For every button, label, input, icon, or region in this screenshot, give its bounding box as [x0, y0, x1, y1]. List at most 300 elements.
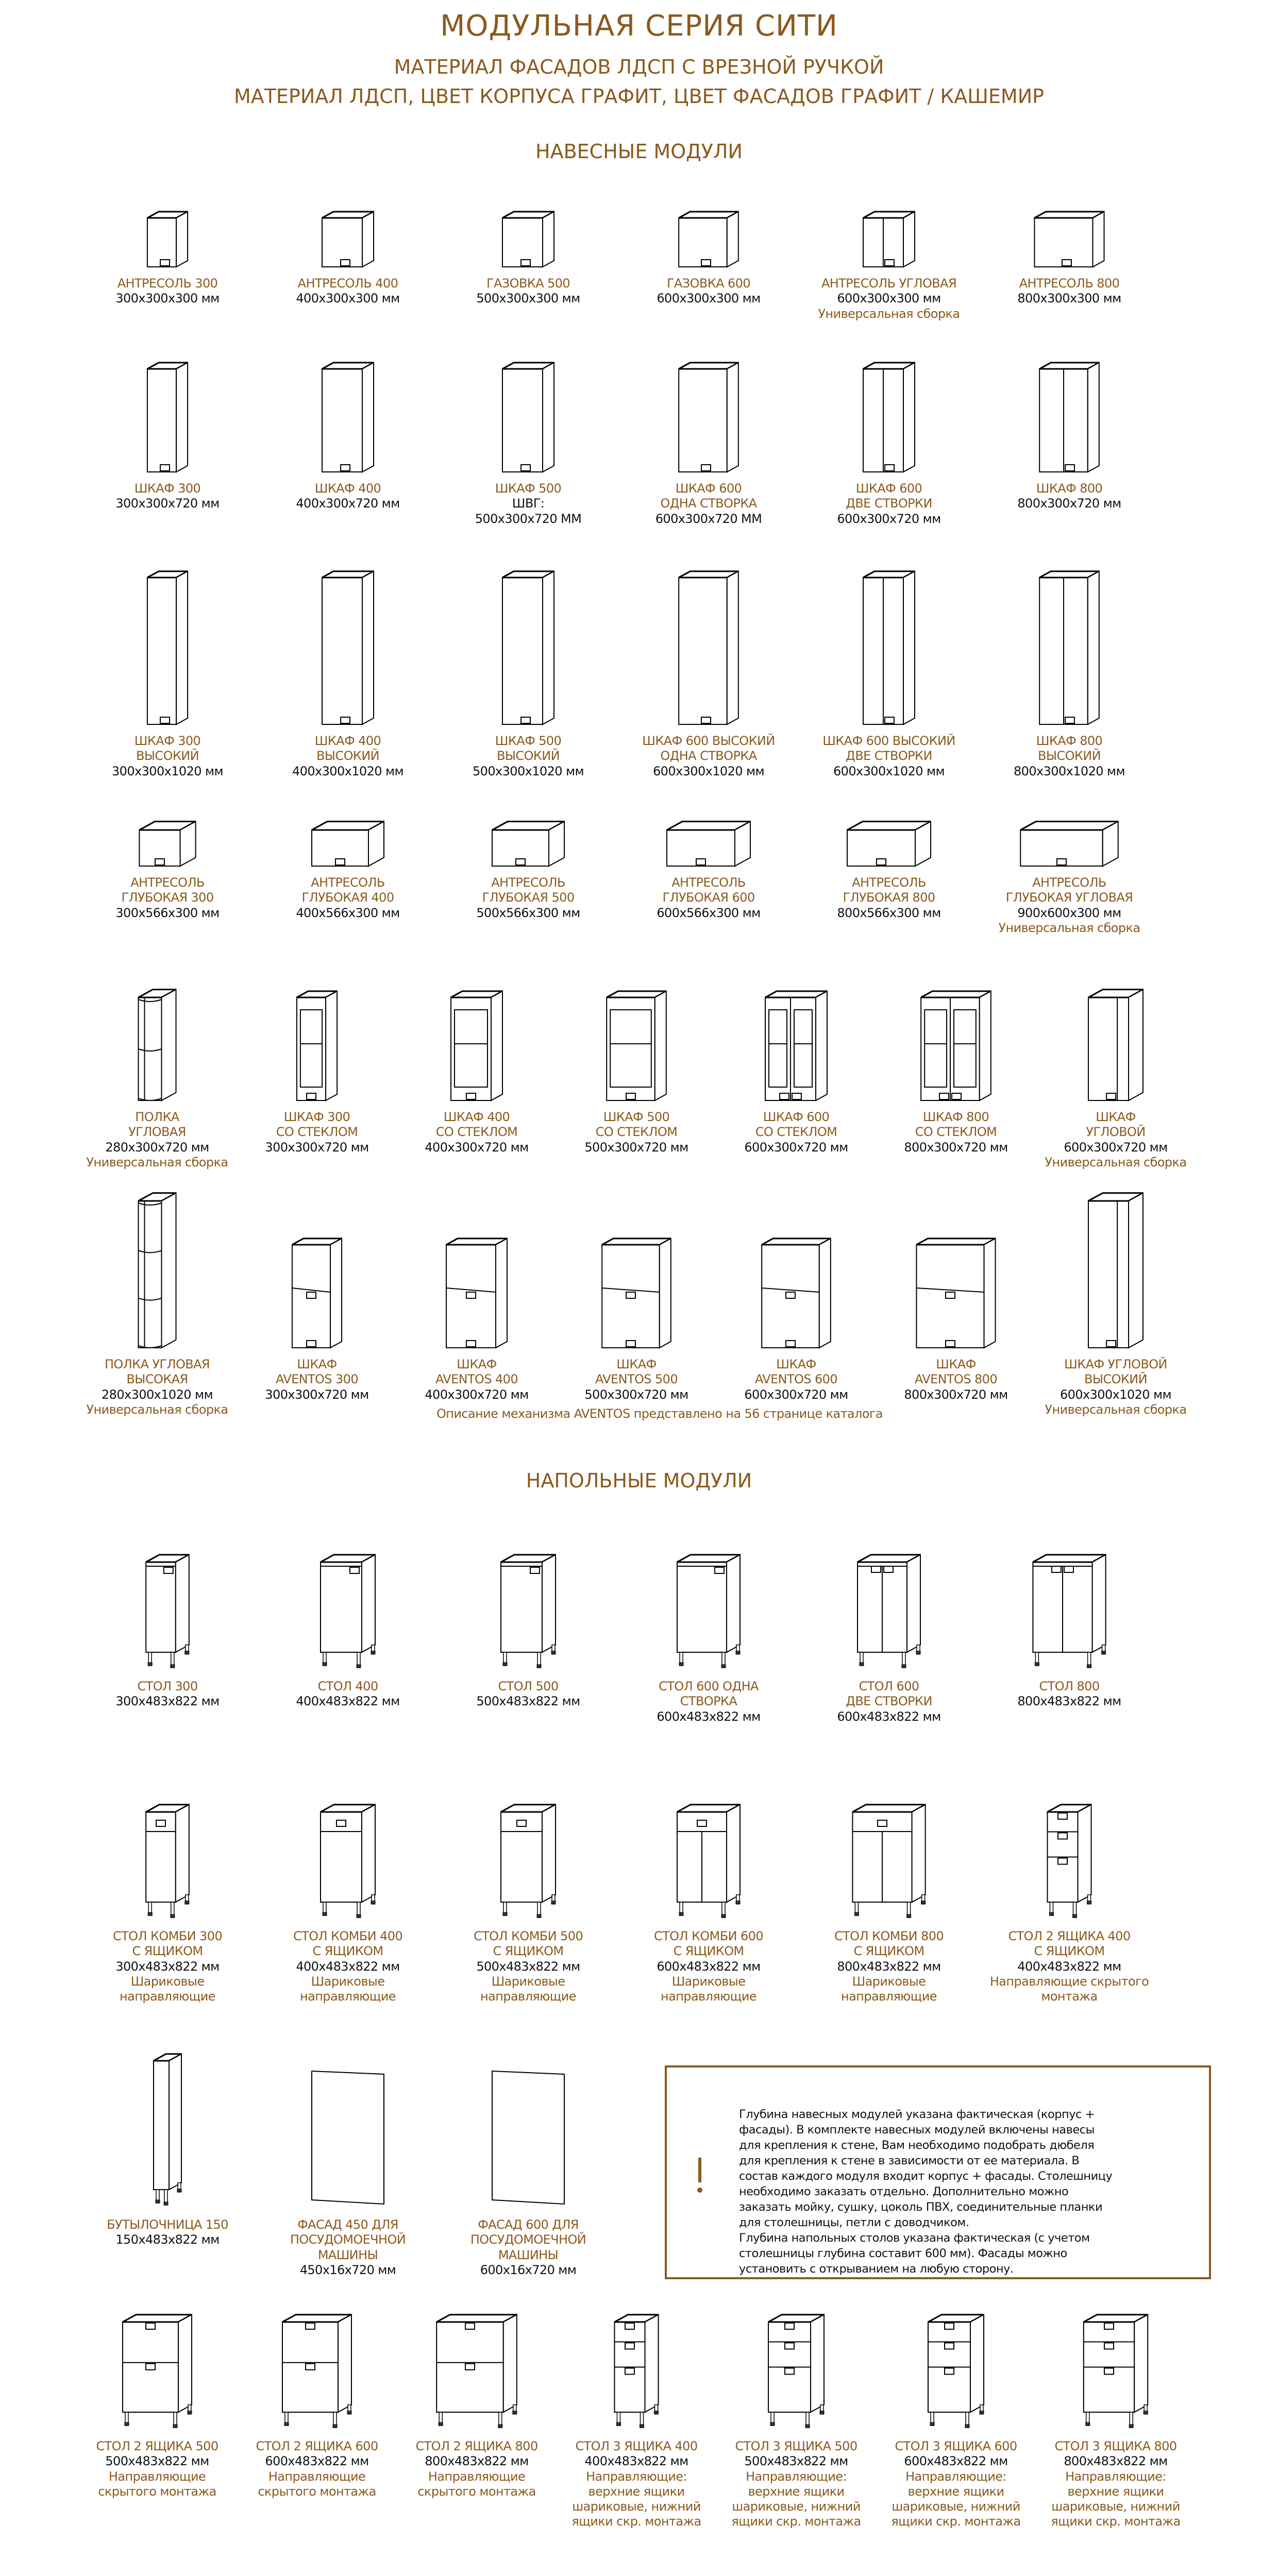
module-dimensions: 400x566x300 мм — [296, 905, 400, 920]
module-name: СТОЛ 500 — [498, 1679, 559, 1693]
deep-short-wide-icon — [618, 806, 799, 868]
base-1-icon — [438, 1543, 618, 1672]
cabinet-drawing-icon — [618, 355, 799, 474]
glass-2-wide-icon — [876, 969, 1036, 1103]
subtitle-colors: МАТЕРИАЛ ЛДСП, ЦВЕТ КОРПУСА ГРАФИТ, ЦВЕТ ФАСАДОВ ГРАФИТ / КАШЕМИР — [233, 85, 1045, 108]
module-dimensions: 400x300x720 мм — [425, 1140, 529, 1155]
module-name: СТОЛ 600 ДВЕ СТВОРКИ — [846, 1679, 932, 1709]
module-card — [438, 355, 618, 527]
module-card — [237, 1195, 397, 1417]
module-card — [77, 1195, 237, 1417]
module-labels — [998, 875, 1140, 936]
module-card — [618, 1543, 799, 1724]
deep-short-narrow-icon — [77, 806, 258, 868]
module-name: ШКАФ 600 СО СТЕКЛОМ — [755, 1110, 837, 1140]
info-box — [665, 2065, 1211, 2279]
module-note: Направляющие скрытого монтажа — [417, 2469, 536, 2499]
module-dimensions: 600x300x720 мм — [744, 1387, 848, 1402]
module-note: Универсальная сборка — [1045, 1155, 1187, 1170]
module-card — [618, 567, 799, 779]
module-dimensions: 400x483x822 мм — [1017, 1959, 1121, 1974]
cabinet-drawing-icon — [716, 969, 876, 1103]
module-dimensions: 800x300x720 мм — [904, 1140, 1008, 1155]
module-labels — [290, 2217, 406, 2278]
module-labels — [1045, 1357, 1186, 1417]
module-labels — [86, 1110, 228, 1170]
aventos-xwide-icon — [876, 1195, 1036, 1350]
module-dimensions: 500x483x822 мм — [476, 1959, 580, 1974]
module-labels — [415, 2439, 537, 2499]
aventos-wide-icon — [557, 1195, 716, 1350]
cabinet-drawing-icon — [979, 355, 1159, 474]
box-1door-short-narrow-icon — [77, 192, 258, 269]
cabinet-drawing-icon — [258, 806, 438, 868]
drawers-2-icon — [77, 2313, 237, 2432]
box-1door-mid-wide-icon — [618, 355, 799, 474]
module-note: Направляющие скрытого монтажа — [98, 2469, 216, 2499]
module-dimensions: 400x483x822 мм — [296, 1694, 400, 1709]
module-card — [237, 969, 397, 1170]
module-name: СТОЛ 3 ЯЩИКА 400 — [575, 2439, 698, 2453]
module-card — [876, 2313, 1036, 2530]
module-dimensions: 600x300x1020 мм — [1060, 1387, 1171, 1402]
module-dimensions: 600x483x822 мм — [657, 1959, 761, 1974]
module-labels — [834, 1929, 944, 2004]
wall-modules-row — [77, 192, 1278, 321]
panel-icon — [258, 2066, 438, 2210]
exclamation-icon — [697, 2158, 703, 2194]
base-2-wide-icon — [979, 1543, 1159, 1672]
cabinet-drawing-icon — [557, 969, 716, 1103]
module-card — [876, 969, 1036, 1170]
cabinet-drawing-icon — [258, 1793, 438, 1922]
module-card — [258, 192, 438, 321]
module-name: ШКАФ 400 СО СТЕКЛОМ — [435, 1110, 518, 1140]
module-labels — [642, 734, 775, 779]
module-name: ШКАФ 500 — [495, 481, 562, 496]
module-card — [77, 1793, 258, 2004]
module-name: СТОЛ КОМБИ 600 С ЯЩИКОМ — [653, 1929, 764, 1959]
base-1-icon — [258, 1543, 438, 1672]
module-note: Направляющие скрытого монтажа — [258, 2469, 376, 2499]
cabinet-drawing-icon — [979, 192, 1159, 269]
base-1-wide-icon — [618, 1543, 799, 1672]
module-labels — [115, 276, 219, 307]
module-card — [979, 1543, 1159, 1724]
module-name: ШКАФ 500 СО СТЕКЛОМ — [595, 1110, 678, 1140]
module-labels — [474, 1929, 583, 2004]
module-note: Шариковые направляющие — [841, 1974, 937, 2004]
box-1door-mid-icon — [438, 355, 618, 474]
module-name: ШКАФ 600 ДВЕ СТВОРКИ — [846, 481, 932, 511]
cabinet-drawing-icon — [876, 969, 1036, 1103]
glass-2-icon — [716, 969, 876, 1103]
cabinet-drawing-icon — [438, 1543, 618, 1672]
module-labels — [112, 734, 223, 779]
module-dimensions: 600x16x720 мм — [480, 2262, 577, 2277]
module-card — [77, 806, 258, 936]
module-dimensions: 600x300x720 ММ — [655, 511, 762, 526]
deep-short-icon — [258, 806, 438, 868]
cabinet-drawing-icon — [77, 192, 258, 269]
cabinet-drawing-icon — [799, 1543, 979, 1672]
module-labels — [1017, 1679, 1121, 1709]
module-labels — [822, 734, 955, 779]
cabinet-drawing-icon — [557, 1195, 716, 1350]
module-dimensions: 300x300x720 мм — [265, 1387, 369, 1402]
cabinet-drawing-icon — [77, 1543, 258, 1672]
module-dimensions: 400x483x822 мм — [296, 1959, 400, 1974]
module-labels — [990, 1929, 1149, 2004]
cabinet-drawing-icon — [77, 806, 258, 868]
module-dimensions: 600x300x720 мм — [744, 1140, 848, 1155]
cabinet-drawing-icon — [979, 806, 1159, 868]
corner-mid-icon — [1036, 969, 1196, 1103]
module-card — [799, 806, 979, 936]
module-labels — [475, 481, 581, 527]
module-name: АНТРЕСОЛЬ ГЛУБОКАЯ 800 — [843, 875, 935, 905]
cabinet-drawing-icon — [1036, 969, 1196, 1103]
module-card — [876, 1195, 1036, 1417]
module-name: ШКАФ AVENTOS 600 — [754, 1357, 838, 1387]
cabinet-drawing-icon — [397, 2313, 557, 2432]
cabinet-drawing-icon — [438, 806, 618, 868]
combi-2-icon — [618, 1793, 799, 1922]
drawers-3-icon — [716, 2313, 876, 2432]
module-name: ШКАФ 300 ВЫСОКИЙ — [134, 734, 201, 764]
box-1door-tall-icon — [438, 567, 618, 726]
cabinet-drawing-icon — [438, 2066, 618, 2210]
module-card — [258, 1793, 438, 2004]
module-name: АНТРЕСОЛЬ 300 — [117, 276, 218, 291]
module-note: Универсальная сборка — [818, 306, 960, 321]
module-card — [77, 2313, 237, 2530]
box-1door-tall-narrow-icon — [77, 567, 258, 726]
module-dimensions: 600x483x822 мм — [837, 1709, 941, 1724]
cabinet-drawing-icon — [799, 192, 979, 269]
module-dimensions: 400x300x1020 мм — [292, 764, 403, 778]
module-name: СТОЛ КОМБИ 300 С ЯЩИКОМ — [112, 1929, 223, 1959]
module-name: БУТЫЛОЧНИЦА 150 — [107, 2217, 228, 2232]
module-labels — [296, 1679, 399, 1709]
module-dimensions: 600x300x1020 мм — [653, 764, 764, 778]
module-name: ШКАФ AVENTOS 300 — [275, 1357, 359, 1387]
box-2door-tall-icon — [799, 567, 979, 726]
module-labels — [113, 1929, 222, 2004]
module-dimensions: 600x483x822 мм — [657, 1709, 761, 1724]
section-title-floor: НАПОЛЬНЫЕ МОДУЛИ — [526, 1469, 752, 1492]
module-note: Направляющие: верхние ящики шариковые, нижний ящики скр. монтажа — [571, 2469, 701, 2529]
module-note: Шариковые направляющие — [120, 1974, 215, 2004]
cabinet-drawing-icon — [438, 567, 618, 726]
module-dimensions: 150x483x822 мм — [115, 2232, 220, 2247]
module-labels — [256, 2439, 378, 2499]
module-labels — [473, 734, 584, 779]
cabinet-drawing-icon — [876, 2313, 1036, 2432]
module-dimensions: 500x483x822 мм — [476, 1694, 580, 1709]
module-card — [77, 2066, 258, 2278]
module-note: Универсальная сборка — [998, 920, 1140, 935]
aventos-note: Описание механизма AVENTOS представлено на 56 странице каталога — [436, 1406, 883, 1421]
module-note: Универсальная сборка — [86, 1155, 228, 1170]
module-name: СТОЛ 600 ОДНА СТВОРКА — [659, 1679, 759, 1709]
module-labels — [837, 1679, 940, 1724]
module-dimensions: 600x300x300 мм — [837, 291, 941, 306]
cabinet-drawing-icon — [258, 355, 438, 474]
base-1-narrow-icon — [77, 1543, 258, 1672]
drawers-3-wide-icon — [1036, 2313, 1196, 2432]
module-labels — [115, 875, 219, 921]
shelf-tall-icon — [77, 1195, 237, 1350]
module-card — [438, 192, 618, 321]
wall-modules-row — [77, 969, 1278, 1170]
cabinet-drawing-icon — [258, 2066, 438, 2210]
module-name: ПОЛКА УГЛОВАЯ ВЫСОКАЯ — [104, 1357, 210, 1387]
module-dimensions: 300x300x1020 мм — [112, 764, 223, 778]
box-1door-mid-icon — [258, 355, 438, 474]
cabinet-drawing-icon — [77, 567, 258, 726]
module-name: АНТРЕСОЛЬ ГЛУБОКАЯ 300 — [121, 875, 214, 905]
panel-wide-icon — [438, 2066, 618, 2210]
module-card — [438, 806, 618, 936]
cabinet-drawing-icon — [618, 192, 799, 269]
module-labels — [744, 1110, 848, 1155]
box-1door-short-wide-icon — [618, 192, 799, 269]
module-dimensions: 500x300x720 мм — [584, 1387, 688, 1402]
wall-modules-row — [77, 806, 1278, 936]
module-name: ГАЗОВКА 500 — [486, 276, 570, 291]
cabinet-drawing-icon — [237, 2313, 397, 2432]
cabinet-drawing-icon — [237, 1195, 397, 1350]
module-labels — [265, 1357, 368, 1402]
box-2door-short-icon — [799, 192, 979, 269]
module-dimensions: 600x483x822 мм — [904, 2454, 1008, 2469]
module-name: ШКАФ 800 — [1036, 481, 1103, 496]
module-name: СТОЛ 800 — [1039, 1679, 1100, 1693]
module-card — [979, 806, 1159, 936]
module-labels — [107, 2217, 228, 2248]
module-dimensions: 400x483x822 мм — [584, 2454, 688, 2469]
cabinet-drawing-icon — [799, 806, 979, 868]
module-labels — [470, 2217, 586, 2278]
module-card — [618, 1793, 799, 2004]
module-labels — [657, 276, 760, 307]
module-name: ШКАФ 300 СО СТЕКЛОМ — [276, 1110, 358, 1140]
module-name: ШКАФ 600 ОДНА СТВОРКА — [660, 481, 757, 511]
module-name: ШКАФ AVENTOS 500 — [595, 1357, 678, 1387]
module-card — [716, 1195, 876, 1417]
module-card — [397, 1195, 557, 1417]
box-1door-short-icon — [438, 192, 618, 269]
module-dimensions: 800x483x822 мм — [1017, 1694, 1121, 1709]
module-note: Направляющие скрытого монтажа — [989, 1974, 1149, 2004]
bottle-icon — [77, 2066, 258, 2210]
cabinet-drawing-icon — [258, 567, 438, 726]
module-note: Шариковые направляющие — [300, 1974, 396, 2004]
box-2door-mid-wide-icon — [979, 355, 1159, 474]
drawers-2-icon — [237, 2313, 397, 2432]
cabinet-drawing-icon — [77, 1195, 237, 1350]
module-card — [397, 969, 557, 1170]
module-name: СТОЛ КОМБИ 400 С ЯЩИКОМ — [293, 1929, 403, 1959]
module-labels — [571, 2439, 701, 2530]
module-dimensions: ШВГ: 500x300x720 ММ — [475, 496, 582, 526]
module-dimensions: 600x300x300 мм — [657, 291, 761, 306]
module-labels — [744, 1357, 848, 1402]
module-card — [557, 1195, 716, 1417]
cabinet-drawing-icon — [77, 1793, 258, 1922]
drawers-3-narrow-icon — [979, 1793, 1159, 1922]
box-1door-short-xwide-icon — [979, 192, 1159, 269]
base-2-icon — [799, 1543, 979, 1672]
cabinet-drawing-icon — [799, 567, 979, 726]
cabinet-drawing-icon — [258, 192, 438, 269]
module-card — [618, 192, 799, 321]
module-card — [557, 2313, 716, 2530]
module-dimensions: 500x483x822 мм — [105, 2454, 209, 2469]
glass-1-narrow-icon — [237, 969, 397, 1103]
subtitle-material: МАТЕРИАЛ ФАСАДОВ ЛДСП С ВРЕЗНОЙ РУЧКОЙ — [394, 56, 884, 78]
module-card — [716, 969, 876, 1170]
deep-short-icon — [438, 806, 618, 868]
module-card — [438, 1543, 618, 1724]
cabinet-drawing-icon — [618, 567, 799, 726]
module-note: Универсальная сборка — [1045, 1402, 1187, 1417]
module-labels — [425, 1357, 528, 1402]
module-note: Шариковые направляющие — [661, 1974, 756, 2004]
module-name: СТОЛ 3 ЯЩИКА 600 — [895, 2439, 1017, 2453]
module-name: ПОЛКА УГЛОВАЯ — [128, 1110, 186, 1140]
module-dimensions: 800x566x300 мм — [837, 905, 941, 920]
box-2door-tall-wide-icon — [979, 567, 1159, 726]
module-dimensions: 280x300x720 мм — [105, 1140, 209, 1155]
module-labels — [657, 875, 760, 921]
module-labels — [476, 875, 580, 921]
module-labels — [476, 276, 580, 307]
module-name: СТОЛ КОМБИ 500 С ЯЩИКОМ — [473, 1929, 583, 1959]
module-labels — [731, 2439, 861, 2530]
module-name: АНТРЕСОЛЬ 800 — [1019, 276, 1120, 291]
deep-short-wide-icon — [799, 806, 979, 868]
module-labels — [476, 1679, 580, 1709]
combi-1-icon — [258, 1793, 438, 1922]
module-name: СТОЛ КОМБИ 800 С ЯЩИКОМ — [834, 1929, 944, 1959]
wall-modules-row — [77, 567, 1278, 779]
shelf-mid-icon — [77, 969, 237, 1103]
module-note: Универсальная сборка — [86, 1402, 228, 1417]
module-labels — [86, 1357, 228, 1417]
module-dimensions: 400x300x720 мм — [296, 496, 400, 511]
module-labels — [657, 1679, 760, 1724]
module-name: АНТРЕСОЛЬ ГЛУБОКАЯ УГЛОВАЯ — [1005, 875, 1133, 905]
module-name: ШКАФ AVENTOS 400 — [435, 1357, 518, 1387]
module-card — [1036, 2313, 1196, 2530]
module-card — [979, 192, 1159, 321]
module-note: Направляющие: верхние ящики шариковые, нижний ящики скр. монтажа — [1051, 2469, 1181, 2529]
module-dimensions: 500x566x300 мм — [476, 905, 580, 920]
module-dimensions: 500x483x822 мм — [744, 2454, 848, 2469]
info-text: Глубина навесных модулей указана фактическая (корпус + фасады). В комплекте навесных модулей включены навесы для крепления к стене, Вам необходимо подобрать дюбеля для крепления к стене в зависимости от ее материала. В состав каждого модуля входит корпус + фасады. Столешницу необходимо заказать отдельно. Дополнительно можно заказать мойку, сушку, цоколь ПВХ, соединительные планки для столешницы, петли с доводчиком. Глубина напольных столов указана фактическая (с учетом столешницы глубина составит 600 мм). Фасады можно установить с открыванием на любую сторону. — [739, 2108, 1113, 2276]
module-name: СТОЛ 400 — [317, 1679, 378, 1693]
module-labels — [904, 1110, 1007, 1155]
module-card — [77, 355, 258, 527]
module-card — [438, 2066, 618, 2278]
module-name: АНТРЕСОЛЬ ГЛУБОКАЯ 400 — [301, 875, 394, 905]
combi-1-icon — [438, 1793, 618, 1922]
module-labels — [655, 481, 762, 527]
module-card — [77, 192, 258, 321]
cabinet-drawing-icon — [876, 1195, 1036, 1350]
module-dimensions: 500x300x300 мм — [476, 291, 580, 306]
module-dimensions: 600x300x720 мм — [1064, 1140, 1168, 1155]
module-card — [438, 567, 618, 779]
module-note: Направляющие: верхние ящики шариковые, нижний ящики скр. монтажа — [731, 2469, 861, 2529]
module-dimensions: 300x300x720 мм — [265, 1140, 369, 1155]
module-dimensions: 800x483x822 мм — [1064, 2454, 1168, 2469]
combi-2-wide-icon — [799, 1793, 979, 1922]
module-dimensions: 300x483x822 мм — [115, 1959, 220, 1974]
cabinet-drawing-icon — [77, 2066, 258, 2210]
cabinet-drawing-icon — [77, 969, 237, 1103]
combi-1-narrow-icon — [77, 1793, 258, 1922]
cabinet-drawing-icon — [618, 806, 799, 868]
module-dimensions: 600x483x822 мм — [265, 2454, 369, 2469]
aventos-icon — [397, 1195, 557, 1350]
module-labels — [115, 481, 219, 512]
module-dimensions: 800x300x1020 мм — [1014, 764, 1125, 778]
glass-1-icon — [397, 969, 557, 1103]
module-name: АНТРЕСОЛЬ УГЛОВАЯ — [821, 276, 957, 291]
module-name: ФАСАД 450 ДЛЯ ПОСУДОМОЕЧНОЙ МАШИНЫ — [290, 2217, 406, 2262]
module-name: СТОЛ 2 ЯЩИКА 800 — [415, 2439, 538, 2453]
cabinet-drawing-icon — [438, 192, 618, 269]
module-card — [258, 2066, 438, 2278]
module-card — [258, 1543, 438, 1724]
cabinet-drawing-icon — [438, 355, 618, 474]
module-name: АНТРЕСОЛЬ 400 — [297, 276, 398, 291]
cabinet-drawing-icon — [438, 1793, 618, 1922]
cabinet-drawing-icon — [799, 1793, 979, 1922]
module-card — [1036, 1195, 1196, 1417]
module-note: Направляющие: верхние ящики шариковые, нижний ящики скр. монтажа — [891, 2469, 1021, 2529]
module-labels — [1014, 734, 1125, 779]
cabinet-drawing-icon — [258, 1543, 438, 1672]
module-name: ШКАФ 800 ВЫСОКИЙ — [1036, 734, 1103, 764]
cabinet-drawing-icon — [716, 1195, 876, 1350]
module-card — [77, 1543, 258, 1724]
module-labels — [904, 1357, 1007, 1402]
aventos-narrow-icon — [237, 1195, 397, 1350]
wall-modules-row — [77, 355, 1278, 527]
module-labels — [1045, 1110, 1186, 1170]
module-card — [799, 192, 979, 321]
module-dimensions: 900x600x300 мм — [1017, 905, 1121, 920]
cabinet-drawing-icon — [237, 969, 397, 1103]
module-name: АНТРЕСОЛЬ ГЛУБОКАЯ 500 — [482, 875, 575, 905]
module-dimensions: 500x300x1020 мм — [473, 764, 584, 778]
cabinet-drawing-icon — [77, 2313, 237, 2432]
module-dimensions: 400x300x720 мм — [425, 1387, 529, 1402]
cabinet-drawing-icon — [618, 1793, 799, 1922]
section-title-wall: НАВЕСНЫЕ МОДУЛИ — [535, 140, 743, 163]
floor-modules-row — [77, 2066, 644, 2278]
glass-1-wide-icon — [557, 969, 716, 1103]
module-name: СТОЛ 300 — [137, 1679, 198, 1693]
module-labels — [296, 276, 399, 307]
module-dimensions: 300x566x300 мм — [115, 905, 220, 920]
module-name: СТОЛ 2 ЯЩИКА 600 — [256, 2439, 378, 2453]
module-name: АНТРЕСОЛЬ ГЛУБОКАЯ 600 — [662, 875, 755, 905]
